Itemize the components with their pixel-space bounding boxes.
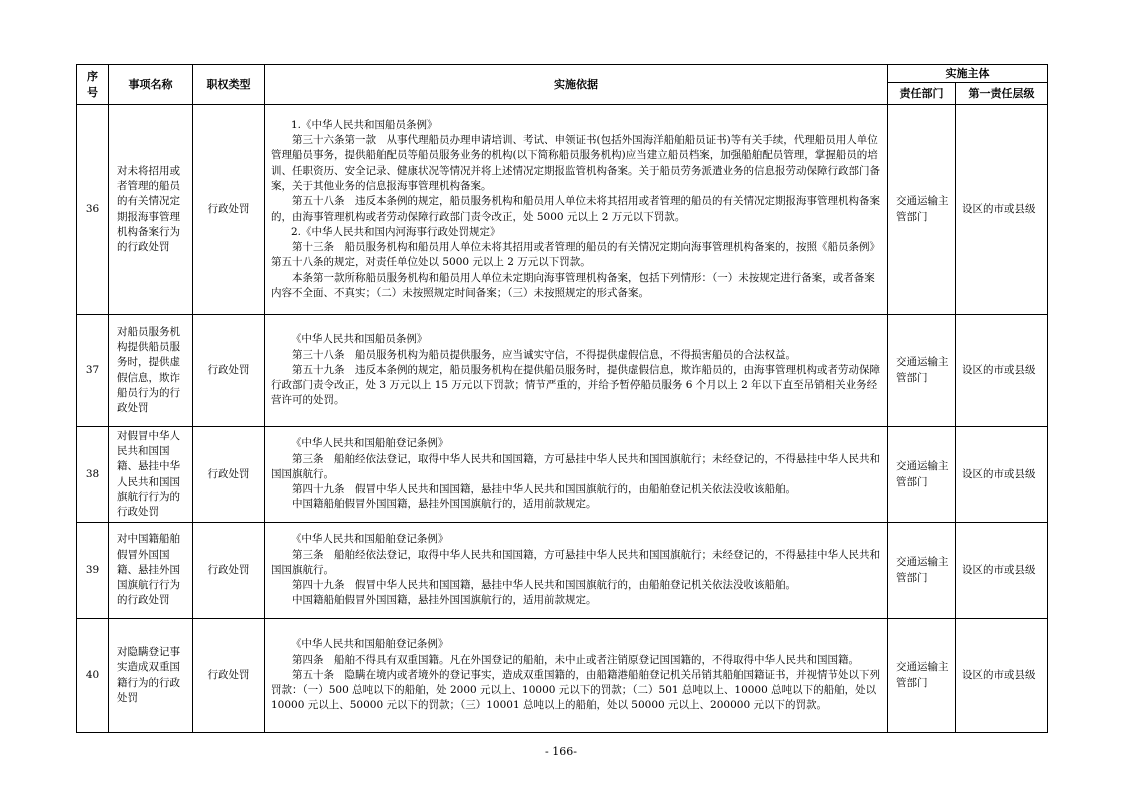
header-basis: 实施依据 [265, 65, 888, 105]
row-number: 36 [77, 105, 109, 315]
responsibility-level: 设区的市或县级 [956, 105, 1048, 315]
basis-paragraph: 《中华人民共和国船舶登记条例》 [290, 437, 449, 450]
basis-paragraph: 第三十六条第一款 从事代理船员办理申请培训、考试、申领证书(包括外国海洋船舶船员证书)等有关手续，代理船员用人单位管理船员事务，提供船舶配员等船员服务业务的机构(以下简称船员服务机构)应当建立船员档案，加强船舶配员管理，掌握船员的培训、任职资历、安全记录、健康状况等情况并将上述情况定期报监管机构备案。关于船员劳务派遣业务的信息报劳动保障行政部门备案，关于其他业务的信息报海事管理机构备案。 [271, 134, 880, 192]
implementation-basis [265, 427, 888, 523]
table-row [77, 315, 1048, 427]
responsibility-level: 设区的市或县级 [956, 427, 1048, 523]
responsible-dept: 交通运输主管部门 [888, 523, 956, 619]
basis-paragraph: 中国籍船舶假冒外国国籍，悬挂外国国旗航行的，适用前款规定。 [292, 594, 597, 607]
responsibility-level: 设区的市或县级 [956, 315, 1048, 427]
header-no: 序号 [77, 65, 109, 105]
basis-paragraph: 第五十九条 违反本条例的规定，船员服务机构在提供船员服务时，提供虚假信息，欺诈船员的，由海事管理机构或者劳动保障行政部门责令改正，处 3 万元以上 15 万元以下罚款；情节严重的，并给予暂停船员服务 6 个月以上 2 年以下直至吊销相关业务经营许可的处罚。 [271, 363, 880, 407]
basis-paragraph: 第三十八条 船员服务机构为船员提供服务，应当诚实守信，不得提供虚假信息，不得损害船员的合法权益。 [292, 348, 796, 361]
basis-paragraph: 2.《中华人民共和国内河海事行政处罚规定》 [290, 225, 501, 238]
table-row [77, 523, 1048, 619]
responsible-dept: 交通运输主管部门 [888, 315, 956, 427]
responsible-dept: 交通运输主管部门 [888, 105, 956, 315]
basis-paragraph: 1.《中华人民共和国船员条例》 [290, 118, 438, 131]
row-number: 39 [77, 523, 109, 619]
basis-paragraph: 第十三条 船员服务机构和船员用人单位未将其招用或者管理的船员的有关情况定期向海事管理机构备案的，按照《船员条例》第五十八条的规定，对责任单位处以 5000 元以上 2 万元以下罚款。 [271, 241, 880, 269]
basis-paragraph: 《中华人民共和国船舶登记条例》 [290, 638, 449, 651]
page-number: - 166- [545, 745, 577, 758]
table-row [77, 427, 1048, 523]
authority-table [76, 64, 1048, 733]
item-name: 对假冒中华人民共和国国籍、悬挂中华人民共和国国旗航行行为的行政处罚 [109, 427, 193, 523]
basis-paragraph: 第四十九条 假冒中华人民共和国国籍，悬挂中华人民共和国国旗航行的，由船舶登记机关依法没收该船舶。 [292, 579, 796, 592]
implementation-basis [265, 523, 888, 619]
implementation-basis [265, 619, 888, 733]
authority-type: 行政处罚 [193, 315, 265, 427]
header-name: 事项名称 [109, 65, 193, 105]
responsible-dept: 交通运输主管部门 [888, 619, 956, 733]
row-number: 40 [77, 619, 109, 733]
basis-paragraph: 第四条 船舶不得具有双重国籍。凡在外国登记的船舶，未中止或者注销原登记国国籍的，不得取得中华人民共和国国籍。 [292, 653, 859, 666]
table-row [77, 105, 1048, 315]
item-name: 对中国籍船舶假冒外国国籍、悬挂外国国旗航行行为的行政处罚 [109, 523, 193, 619]
basis-paragraph: 第五十条 隐瞒在境内或者境外的登记事实，造成双重国籍的，由船籍港船舶登记机关吊销其船舶国籍证书，并视情节处以下列罚款：（一）500 总吨以下的船舶，处 2000 元以上、10000 元以下的罚款；（二）501 总吨以上、10000 总吨以下的船舶，处以 10000 元以上、50000 元以下的罚款；（三）10001 总吨以上的船舶，处以 50000 元以上、200000 元以下的罚款。 [271, 668, 880, 712]
responsible-dept: 交通运输主管部门 [888, 427, 956, 523]
basis-paragraph: 中国籍船舶假冒外国国籍，悬挂外国国旗航行的，适用前款规定。 [292, 498, 597, 511]
authority-type: 行政处罚 [193, 619, 265, 733]
row-number: 38 [77, 427, 109, 523]
basis-paragraph: 第三条 船舶经依法登记，取得中华人民共和国国籍，方可悬挂中华人民共和国国旗航行；未经登记的，不得悬挂中华人民共和国国旗航行。 [271, 548, 880, 576]
authority-type: 行政处罚 [193, 105, 265, 315]
header-dept: 责任部门 [888, 83, 956, 105]
basis-paragraph: 本条第一款所称船员服务机构和船员用人单位未定期向海事管理机构备案，包括下列情形：（一）未按规定进行备案，或者备案内容不全面、不真实；（二）未按照规定时间备案；（三）未按照规定的形式备案。 [271, 271, 875, 299]
basis-paragraph: 《中华人民共和国船员条例》 [290, 333, 428, 346]
row-number: 37 [77, 315, 109, 427]
basis-paragraph: 第三条 船舶经依法登记，取得中华人民共和国国籍，方可悬挂中华人民共和国国旗航行；未经登记的，不得悬挂中华人民共和国国旗航行。 [271, 452, 880, 480]
header-level: 第一责任层级 [956, 83, 1048, 105]
responsibility-level: 设区的市或县级 [956, 523, 1048, 619]
item-name: 对未将招用或者管理的船员的有关情况定期报海事管理机构备案行为的行政处罚 [109, 105, 193, 315]
basis-paragraph: 第四十九条 假冒中华人民共和国国籍，悬挂中华人民共和国国旗航行的，由船舶登记机关依法没收该船舶。 [292, 483, 796, 496]
table-row [77, 619, 1048, 733]
basis-paragraph: 第五十八条 违反本条例的规定，船员服务机构和船员用人单位未将其招用或者管理的船员的有关情况定期报海事管理机构备案的，由海事管理机构或者劳动保障行政部门责令改正，处 5000 元以上 2 万元以下罚款。 [271, 195, 880, 223]
header-type: 职权类型 [193, 65, 265, 105]
item-name: 对隐瞒登记事实造成双重国籍行为的行政处罚 [109, 619, 193, 733]
authority-type: 行政处罚 [193, 427, 265, 523]
header-subject: 实施主体 [888, 65, 1048, 83]
responsibility-level: 设区的市或县级 [956, 619, 1048, 733]
implementation-basis [265, 315, 888, 427]
item-name: 对船员服务机构提供船员服务时，提供虚假信息，欺诈船员行为的行政处罚 [109, 315, 193, 427]
authority-type: 行政处罚 [193, 523, 265, 619]
basis-paragraph: 《中华人民共和国船舶登记条例》 [290, 533, 449, 546]
implementation-basis [265, 105, 888, 315]
